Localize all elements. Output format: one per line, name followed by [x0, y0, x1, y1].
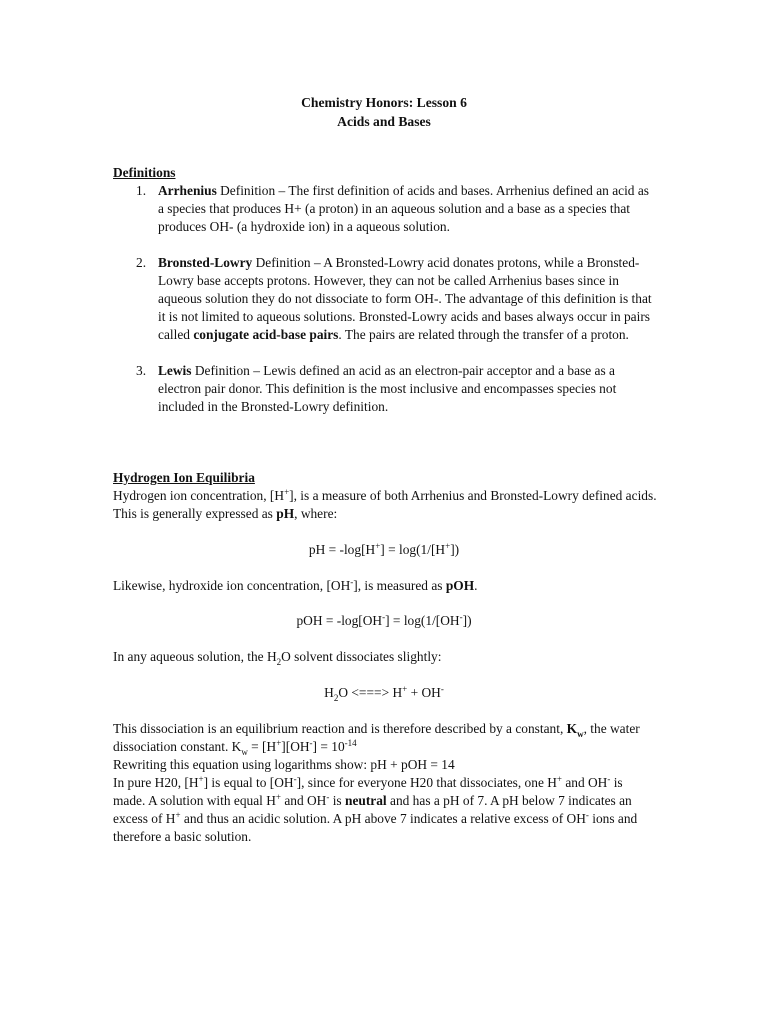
text-run: O solvent dissociates slightly:: [281, 649, 442, 664]
text-run: pH = -log[H: [308, 542, 376, 557]
definition-bold-term: conjugate acid-base pairs: [193, 327, 339, 342]
definition-term: Bronsted-Lowry: [158, 255, 253, 270]
text-run: is: [329, 793, 345, 808]
text-run: ], is a measure of both Arrhenius and Bronsted-Lowry defined acids. This is generally expressed as: [113, 488, 657, 521]
superscript: +: [445, 540, 451, 551]
superscript: -14: [344, 737, 357, 748]
superscript: +: [275, 791, 281, 802]
superscript: -: [585, 809, 589, 820]
subscript: w: [577, 728, 584, 739]
text-run: ] = log(1/[H: [380, 542, 446, 557]
definition-text: Definition – The first definition of acids and bases. Arrhenius defined an acid as a species that produces H+ (a proton) in an aqueous solution and a base as a species that produces OH- (a hydroxide ion) in a aqueous solution.: [158, 183, 650, 234]
equation-water: [0, 684, 768, 702]
text-run: In pure H20, [H: [113, 775, 199, 790]
text-run: ][OH: [281, 739, 310, 754]
text-run: and OH: [280, 793, 327, 808]
definition-item-arrhenius: [113, 182, 658, 236]
list-number: 1.: [136, 183, 147, 198]
definition-item-bronsted-lowry: [113, 254, 658, 344]
superscript: -: [350, 576, 354, 587]
subscript: 2: [276, 656, 282, 667]
definition-text: Definition – A Bronsted-Lowry acid donates protons, while a Bronsted-Lowry base accepts protons. However, they can not be called Arrhenius bases since in aqueous solution they do not dissociate to form OH-. The advantage of this definition is that it is not limited to aqueous solutions. Bronsted-Lowry acids and bases always occur in pairs called: [158, 255, 652, 342]
text-run: .: [474, 578, 478, 593]
text-run: H: [324, 685, 334, 700]
definitions-list: [113, 182, 658, 416]
equation-poh: [0, 612, 768, 630]
text-run: In any aqueous solution, the H: [113, 649, 277, 664]
definition-item-lewis: [113, 362, 658, 416]
superscript: -: [382, 611, 386, 622]
paragraph-hydrogen-concentration: [113, 487, 658, 523]
text-run: and thus an acidic solution. A pH above 7 indicates a relative excess of OH: [180, 811, 586, 826]
text-run: = [H: [247, 739, 277, 754]
definitions-heading: Definitions: [113, 165, 176, 180]
text-run: ] is equal to [OH: [203, 775, 294, 790]
superscript: -: [326, 791, 330, 802]
bold-term: pOH: [445, 578, 475, 593]
superscript: +: [198, 773, 204, 784]
paragraph-water-dissociation: [113, 648, 658, 666]
definition-term: Lewis: [158, 363, 192, 378]
subscript: w: [241, 746, 248, 757]
paragraph-logarithms: Rewriting this equation using logarithms show: pH + pOH = 14: [113, 757, 455, 772]
paragraph-hydroxide: [113, 577, 658, 595]
superscript: -: [293, 773, 297, 784]
text-run: and has a pH of 7. A pH below 7 indicates an excess of H: [113, 793, 632, 826]
superscript: +: [175, 809, 181, 820]
text-run: is made. A solution with equal H: [113, 775, 623, 808]
text-run: ] = 10: [312, 739, 345, 754]
text-run: pOH = -log[OH: [296, 613, 383, 628]
text-run: Likewise, hydroxide ion concentration, [OH: [113, 578, 351, 593]
title-block: [0, 93, 768, 131]
text-run: ions and therefore a basic solution.: [113, 811, 638, 844]
bold-term: K: [566, 721, 578, 736]
text-run: ], is measured as: [353, 578, 446, 593]
superscript: +: [402, 683, 408, 694]
definition-term: Arrhenius: [158, 183, 217, 198]
superscript: -: [459, 611, 463, 622]
bold-term: pH: [276, 506, 295, 521]
page-title: Chemistry Honors: Lesson 6: [301, 95, 467, 110]
paragraph-equilibrium: [113, 720, 658, 846]
list-number: 2.: [136, 255, 147, 270]
bold-term: neutral: [345, 793, 387, 808]
text-run: ]): [450, 542, 460, 557]
superscript: -: [309, 737, 313, 748]
superscript: +: [556, 773, 562, 784]
text-run: + OH: [407, 685, 441, 700]
definition-text-tail: . The pairs are related through the transfer of a proton.: [338, 327, 629, 342]
superscript: -: [440, 683, 444, 694]
superscript: +: [284, 486, 290, 497]
text-run: ]): [462, 613, 472, 628]
text-run: , the water dissociation constant. K: [113, 721, 640, 754]
superscript: +: [375, 540, 381, 551]
text-run: O <===> H: [338, 685, 403, 700]
text-run: ], since for everyone H20 that dissociates, one H: [296, 775, 557, 790]
text-run: ] = log(1/[OH: [385, 613, 460, 628]
equation-ph: [0, 541, 768, 559]
text-run: and OH: [561, 775, 608, 790]
superscript: +: [276, 737, 282, 748]
paragraph-neutral: [113, 774, 658, 846]
page-subtitle: Acids and Bases: [337, 114, 431, 129]
definition-text: Definition – Lewis defined an acid as an electron-pair acceptor and a base as a electron pair donor. This definition is the most inclusive and encompasses species not included in the Bronsted-Lowry definition.: [158, 363, 617, 414]
paragraph-kw: [113, 720, 658, 756]
subscript: 2: [333, 692, 339, 703]
text-run: This dissociation is an equilibrium reaction and is therefore described by a constant,: [113, 721, 567, 736]
hydrogen-heading: Hydrogen Ion Equilibria: [113, 470, 255, 485]
text-run: Hydrogen ion concentration, [H: [113, 488, 285, 503]
list-number: 3.: [136, 363, 147, 378]
superscript: -: [607, 773, 611, 784]
text-run: , where:: [294, 506, 338, 521]
